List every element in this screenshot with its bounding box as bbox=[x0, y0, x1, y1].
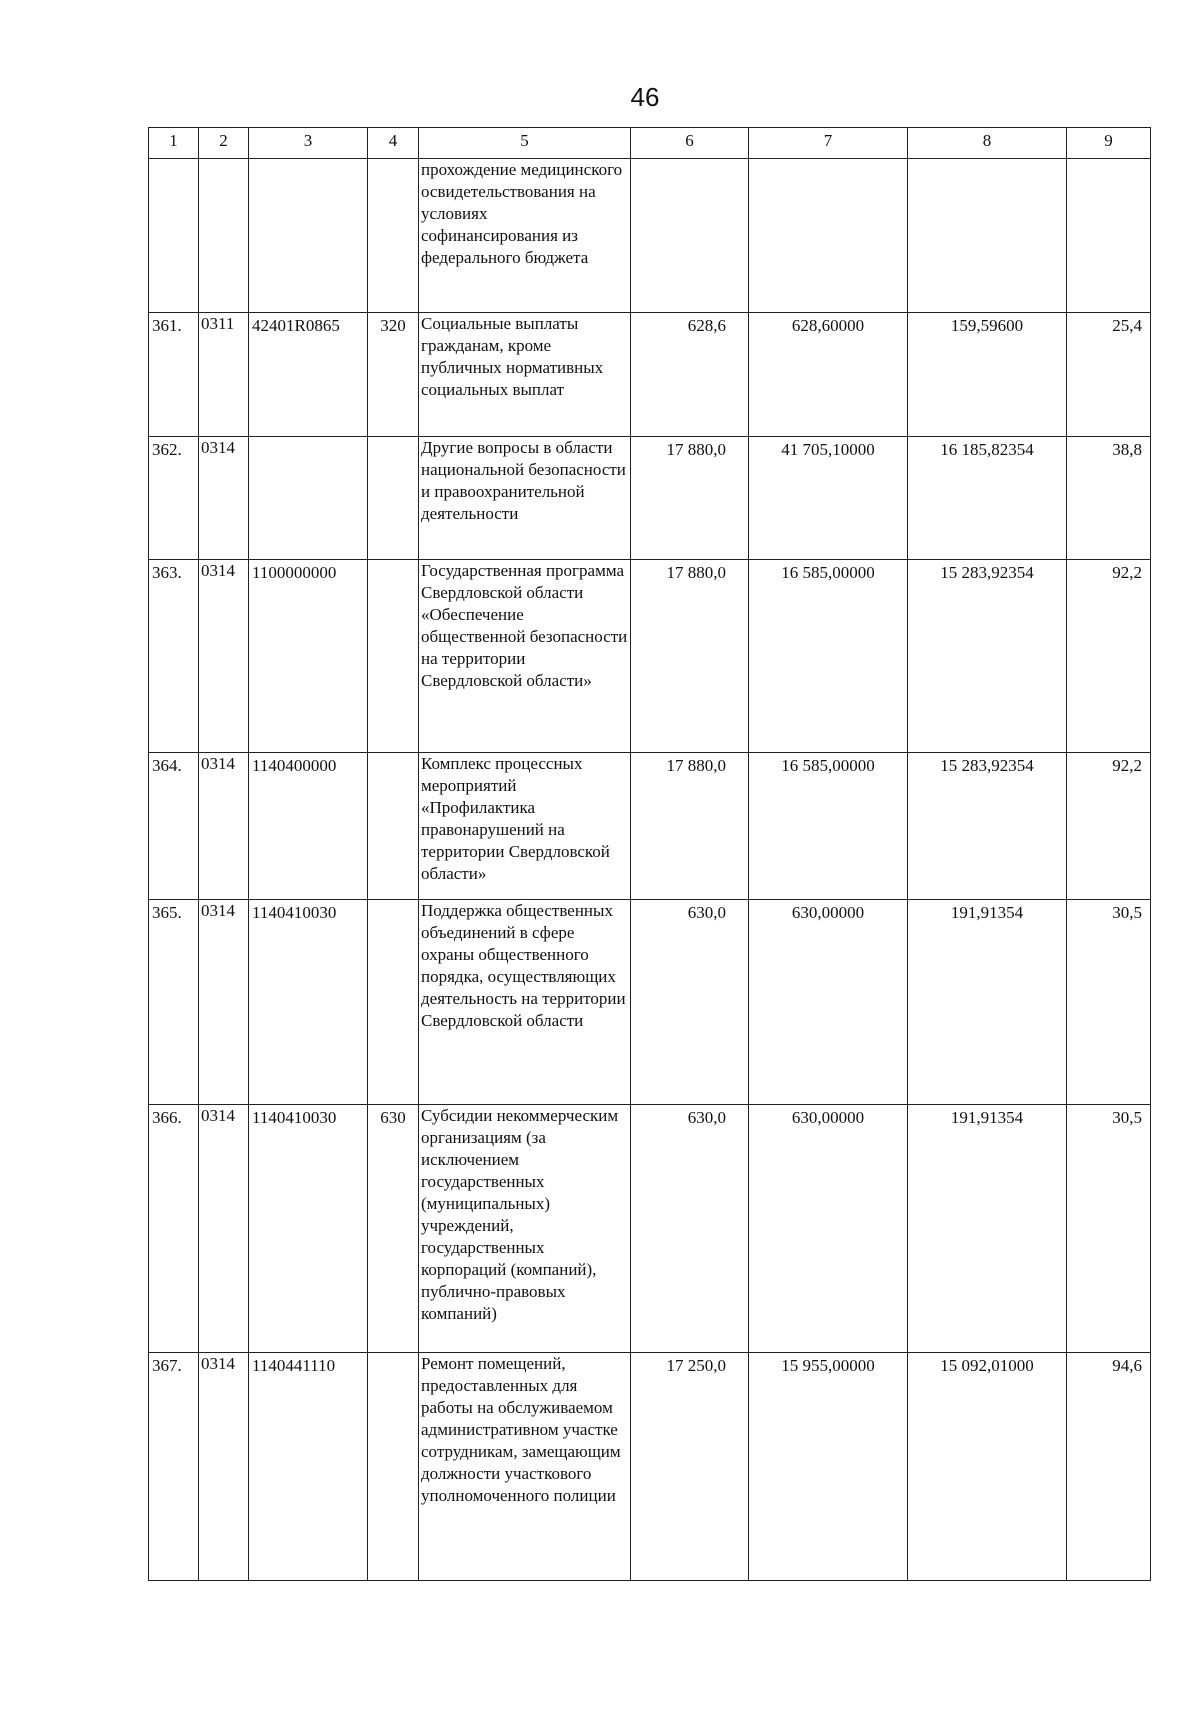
table-row bbox=[149, 560, 1151, 753]
table-row bbox=[149, 1353, 1151, 1581]
percent-col9: 30,5 bbox=[1067, 1105, 1151, 1353]
column-header: 3 bbox=[249, 128, 368, 159]
amount-col8 bbox=[908, 159, 1067, 313]
amount-col6: 17 250,0 bbox=[631, 1353, 749, 1581]
section-code: 0314 bbox=[199, 900, 249, 1105]
percent-col9: 30,5 bbox=[1067, 900, 1151, 1105]
expense-kind-code bbox=[368, 159, 419, 313]
table-row bbox=[149, 900, 1151, 1105]
section-code: 0314 bbox=[199, 1353, 249, 1581]
row-number bbox=[149, 159, 199, 313]
table-row bbox=[149, 753, 1151, 900]
table-row bbox=[149, 159, 1151, 313]
target-item-code: 1140400000 bbox=[249, 753, 368, 900]
amount-col8: 15 283,92354 bbox=[908, 560, 1067, 753]
expense-kind-code bbox=[368, 437, 419, 560]
amount-col8: 191,91354 bbox=[908, 900, 1067, 1105]
budget-table bbox=[148, 127, 1151, 1581]
row-number: 362. bbox=[149, 437, 199, 560]
column-header: 4 bbox=[368, 128, 419, 159]
amount-col7: 15 955,00000 bbox=[749, 1353, 908, 1581]
table-row bbox=[149, 313, 1151, 437]
section-code: 0311 bbox=[199, 313, 249, 437]
column-header: 2 bbox=[199, 128, 249, 159]
target-item-code bbox=[249, 159, 368, 313]
amount-col6: 17 880,0 bbox=[631, 437, 749, 560]
expense-kind-code bbox=[368, 900, 419, 1105]
section-code: 0314 bbox=[199, 753, 249, 900]
amount-col6: 17 880,0 bbox=[631, 560, 749, 753]
row-number: 361. bbox=[149, 313, 199, 437]
item-name: Социальные выплаты гражданам, кроме публичных нормативных социальных выплат bbox=[419, 313, 631, 437]
amount-col7: 628,60000 bbox=[749, 313, 908, 437]
target-item-code: 1140441110 bbox=[249, 1353, 368, 1581]
percent-col9: 38,8 bbox=[1067, 437, 1151, 560]
expense-kind-code bbox=[368, 753, 419, 900]
table-row bbox=[149, 1105, 1151, 1353]
row-number: 365. bbox=[149, 900, 199, 1105]
amount-col7: 41 705,10000 bbox=[749, 437, 908, 560]
amount-col6: 630,0 bbox=[631, 1105, 749, 1353]
column-header: 6 bbox=[631, 128, 749, 159]
row-number: 366. bbox=[149, 1105, 199, 1353]
amount-col8: 191,91354 bbox=[908, 1105, 1067, 1353]
amount-col7 bbox=[749, 159, 908, 313]
section-code bbox=[199, 159, 249, 313]
column-header: 9 bbox=[1067, 128, 1151, 159]
item-name: Ремонт помещений, предоставленных для работы на обслуживаемом административном участке сотрудникам, замещающим должности участкового уполномоченного полиции bbox=[419, 1353, 631, 1581]
item-name: Комплекс процессных мероприятий «Профилактика правонарушений на территории Свердловской области» bbox=[419, 753, 631, 900]
item-name: Государственная программа Свердловской области «Обеспечение общественной безопасности на территории Свердловской области» bbox=[419, 560, 631, 753]
page-number: 46 bbox=[630, 82, 660, 112]
expense-kind-code: 320 bbox=[368, 313, 419, 437]
percent-col9: 92,2 bbox=[1067, 560, 1151, 753]
target-item-code bbox=[249, 437, 368, 560]
percent-col9: 94,6 bbox=[1067, 1353, 1151, 1581]
expense-kind-code bbox=[368, 1353, 419, 1581]
column-header: 1 bbox=[149, 128, 199, 159]
row-number: 364. bbox=[149, 753, 199, 900]
amount-col7: 630,00000 bbox=[749, 900, 908, 1105]
amount-col6: 628,6 bbox=[631, 313, 749, 437]
table-row bbox=[149, 437, 1151, 560]
amount-col7: 16 585,00000 bbox=[749, 560, 908, 753]
amount-col6: 17 880,0 bbox=[631, 753, 749, 900]
target-item-code: 1100000000 bbox=[249, 560, 368, 753]
item-name: Поддержка общественных объединений в сфере охраны общественного порядка, осуществляющих деятельность на территории Свердловской области bbox=[419, 900, 631, 1105]
amount-col7: 630,00000 bbox=[749, 1105, 908, 1353]
amount-col7: 16 585,00000 bbox=[749, 753, 908, 900]
percent-col9: 25,4 bbox=[1067, 313, 1151, 437]
header-row bbox=[149, 128, 1151, 159]
section-code: 0314 bbox=[199, 437, 249, 560]
target-item-code: 1140410030 bbox=[249, 1105, 368, 1353]
percent-col9 bbox=[1067, 159, 1151, 313]
item-name: Другие вопросы в области национальной безопасности и правоохранительной деятельности bbox=[419, 437, 631, 560]
column-header: 8 bbox=[908, 128, 1067, 159]
amount-col8: 16 185,82354 bbox=[908, 437, 1067, 560]
row-number: 367. bbox=[149, 1353, 199, 1581]
item-name: прохождение медицинского освидетельствования на условиях софинансирования из федерального бюджета bbox=[419, 159, 631, 313]
section-code: 0314 bbox=[199, 1105, 249, 1353]
section-code: 0314 bbox=[199, 560, 249, 753]
amount-col6 bbox=[631, 159, 749, 313]
percent-col9: 92,2 bbox=[1067, 753, 1151, 900]
amount-col8: 15 092,01000 bbox=[908, 1353, 1067, 1581]
column-header: 5 bbox=[419, 128, 631, 159]
row-number: 363. bbox=[149, 560, 199, 753]
amount-col6: 630,0 bbox=[631, 900, 749, 1105]
target-item-code: 42401R0865 bbox=[249, 313, 368, 437]
item-name: Субсидии некоммерческим организациям (за исключением государственных (муниципальных) учреждений, государственных корпораций (компаний), публично-правовых компаний) bbox=[419, 1105, 631, 1353]
amount-col8: 159,59600 bbox=[908, 313, 1067, 437]
expense-kind-code bbox=[368, 560, 419, 753]
target-item-code: 1140410030 bbox=[249, 900, 368, 1105]
amount-col8: 15 283,92354 bbox=[908, 753, 1067, 900]
column-header: 7 bbox=[749, 128, 908, 159]
expense-kind-code: 630 bbox=[368, 1105, 419, 1353]
